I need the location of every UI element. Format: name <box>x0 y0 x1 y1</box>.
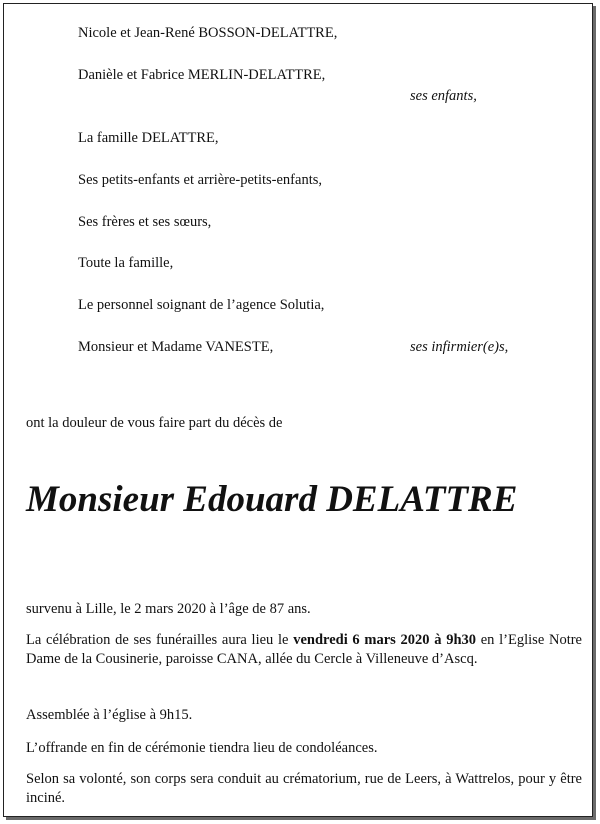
announcement-text: ont la douleur de vous faire part du décès de <box>26 415 283 431</box>
death-info: survenu à Lille, le 2 mars 2020 à l’âge de 87 ans. <box>26 601 311 617</box>
family-line-nurses-agency: Le personnel soignant de l’agence Solutia, <box>78 297 325 313</box>
family-line-grandchildren: Ses petits-enfants et arrière-petits-enfants, <box>78 172 322 188</box>
offering-text: L’offrande en fin de cérémonie tiendra lieu de condoléances. <box>26 740 378 756</box>
assembly-text: Assemblée à l’église à 9h15. <box>26 707 193 723</box>
family-line-merlin: Danièle et Fabrice MERLIN-DELATTRE, <box>78 67 326 83</box>
funeral-intro: La célébration de ses funérailles aura lieu le <box>26 632 294 648</box>
family-line-siblings: Ses frères et ses sœurs, <box>78 214 212 230</box>
wish-paragraph: Selon sa volonté, son corps sera conduit au crématorium, rue de Leers, à Wattrelos, pour y être inciné. <box>26 771 582 806</box>
obituary-notice <box>3 3 593 817</box>
role-children: ses enfants, <box>410 88 477 104</box>
funeral-place: en l’Eglise Notre Dame de la Cousinerie, paroisse CANA, allée du Cercle à Villeneuve d’Ascq. <box>26 632 582 667</box>
deceased-name: Monsieur Edouard DELATTRE <box>26 479 518 520</box>
family-line-delattre: La famille DELATTRE, <box>78 130 219 146</box>
family-line-vaneste: Monsieur et Madame VANESTE, <box>78 339 274 355</box>
funeral-date-time: vendredi 6 mars 2020 à 9h30 <box>293 632 477 648</box>
funeral-paragraph <box>26 631 582 669</box>
family-line-bosson: Nicole et Jean-René BOSSON-DELATTRE, <box>78 25 338 41</box>
family-line-all: Toute la famille, <box>78 255 174 271</box>
role-nurses: ses infirmier(e)s, <box>410 339 509 355</box>
